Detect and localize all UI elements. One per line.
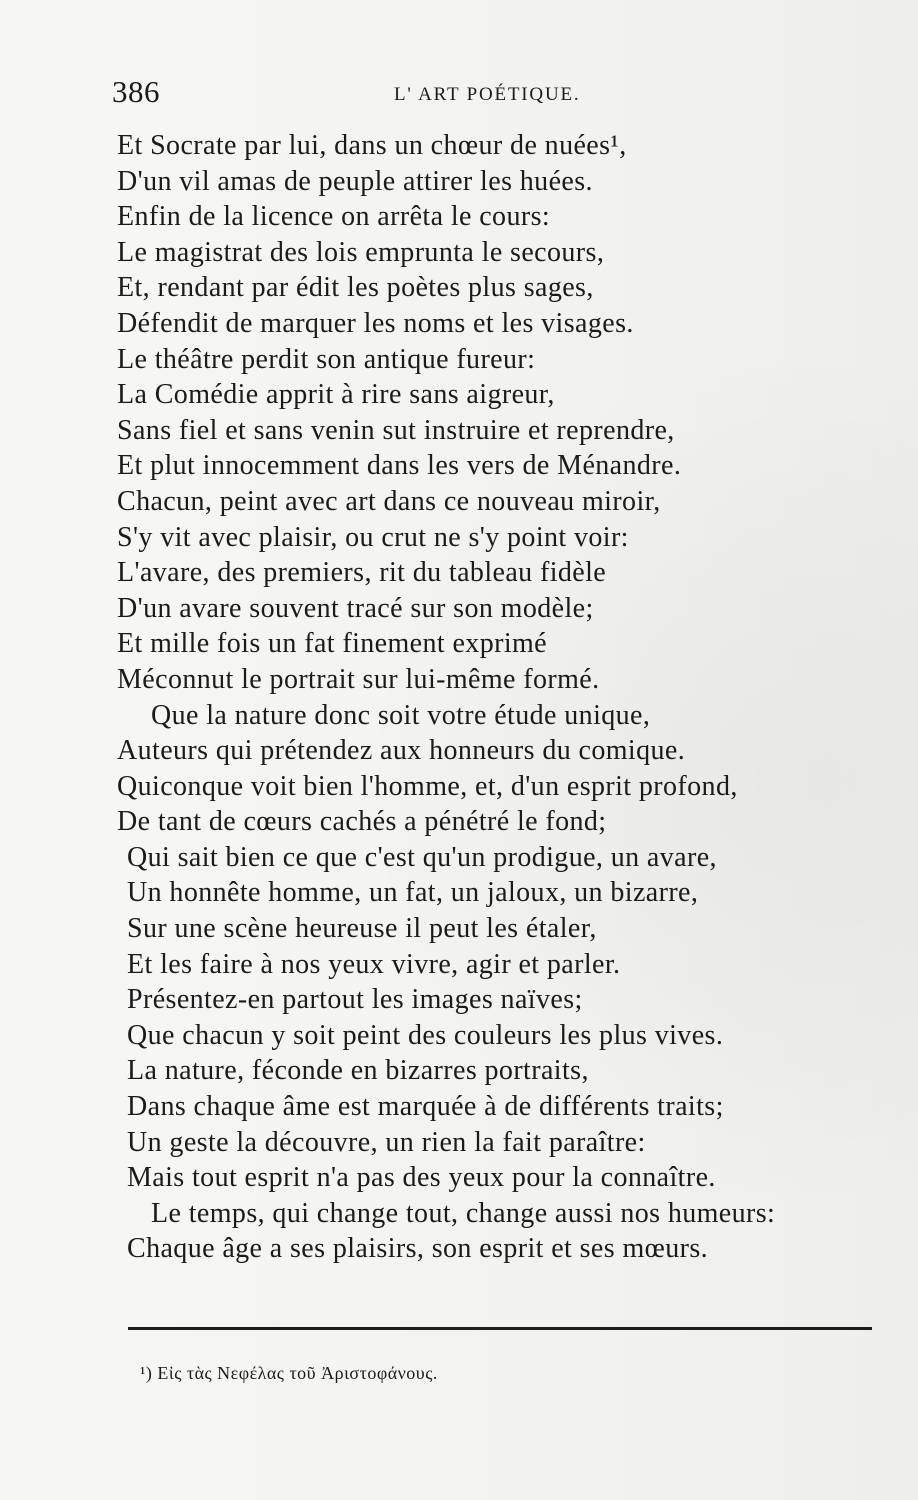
running-head: L' ART POÉTIQUE. <box>394 84 581 105</box>
verse-line: Un geste la découvre, un rien la fait paraître: <box>127 1126 646 1158</box>
verse-line: Sur une scène heureuse il peut les étaler, <box>127 913 597 945</box>
verse-line: Chaque âge a ses plaisirs, son esprit et ses mœurs. <box>127 1233 709 1265</box>
verse-line: S'y vit avec plaisir, ou crut ne s'y point voir: <box>117 521 629 553</box>
footnote-rule <box>128 1327 872 1330</box>
verse-line: Présentez-en partout les images naïves; <box>127 984 583 1016</box>
verse-line: Le magistrat des lois emprunta le secours, <box>117 236 605 268</box>
verse-line: Enfin de la licence on arrêta le cours: <box>117 201 551 233</box>
poem-text <box>117 128 847 1267</box>
verse-line: Quiconque voit bien l'homme, et, d'un esprit profond, <box>117 770 738 802</box>
verse-line: Le temps, qui change tout, change aussi nos humeurs: <box>151 1197 776 1229</box>
verse-line: Et plut innocemment dans les vers de Ménandre. <box>117 450 682 482</box>
verse-line: Que chacun y soit peint des couleurs les plus vives. <box>127 1019 724 1051</box>
verse-line: Et Socrate par lui, dans un chœur de nuées¹, <box>117 130 627 161</box>
verse-line: Chacun, peint avec art dans ce nouveau miroir, <box>117 485 661 517</box>
verse-line: Un honnête homme, un fat, un jaloux, un bizarre, <box>127 877 699 909</box>
verse-line: Et mille fois un fat finement exprimé <box>117 628 548 660</box>
verse-line: De tant de cœurs cachés a pénétré le fond; <box>117 806 607 838</box>
verse-line: Et, rendant par édit les poètes plus sages, <box>117 272 594 304</box>
page-header <box>112 74 812 114</box>
verse-line: D'un avare souvent tracé sur son modèle; <box>117 592 594 624</box>
verse-line: La Comédie apprit à rire sans aigreur, <box>117 379 555 411</box>
verse-line: Qui sait bien ce que c'est qu'un prodigue, un avare, <box>127 841 717 873</box>
verse-line: Auteurs qui prétendez aux honneurs du comique. <box>117 735 686 767</box>
verse-line: L'avare, des premiers, rit du tableau fidèle <box>117 557 607 589</box>
verse-line: La nature, féconde en bizarres portraits, <box>127 1055 589 1087</box>
verse-line: Défendit de marquer les noms et les visages. <box>117 307 634 339</box>
verse-line: Dans chaque âme est marquée à de différents traits; <box>127 1091 724 1123</box>
verse-line: Mais tout esprit n'a pas des yeux pour la connaître. <box>127 1162 716 1194</box>
verse-line: Que la nature donc soit votre étude unique, <box>151 699 651 731</box>
verse-line: Sans fiel et sans venin sut instruire et reprendre, <box>117 414 675 446</box>
verse-line: D'un vil amas de peuple attirer les huées. <box>117 165 593 197</box>
verse-line: Méconnut le portrait sur lui-même formé. <box>117 663 600 695</box>
page-number: 386 <box>112 74 160 109</box>
footnote: ¹) Εἰς τὰς Νεφέλας τοῦ Ἀριστοφάνους. <box>140 1363 438 1383</box>
verse-line: Le théâtre perdit son antique fureur: <box>117 343 536 375</box>
verse-line: Et les faire à nos yeux vivre, agir et parler. <box>127 948 621 980</box>
